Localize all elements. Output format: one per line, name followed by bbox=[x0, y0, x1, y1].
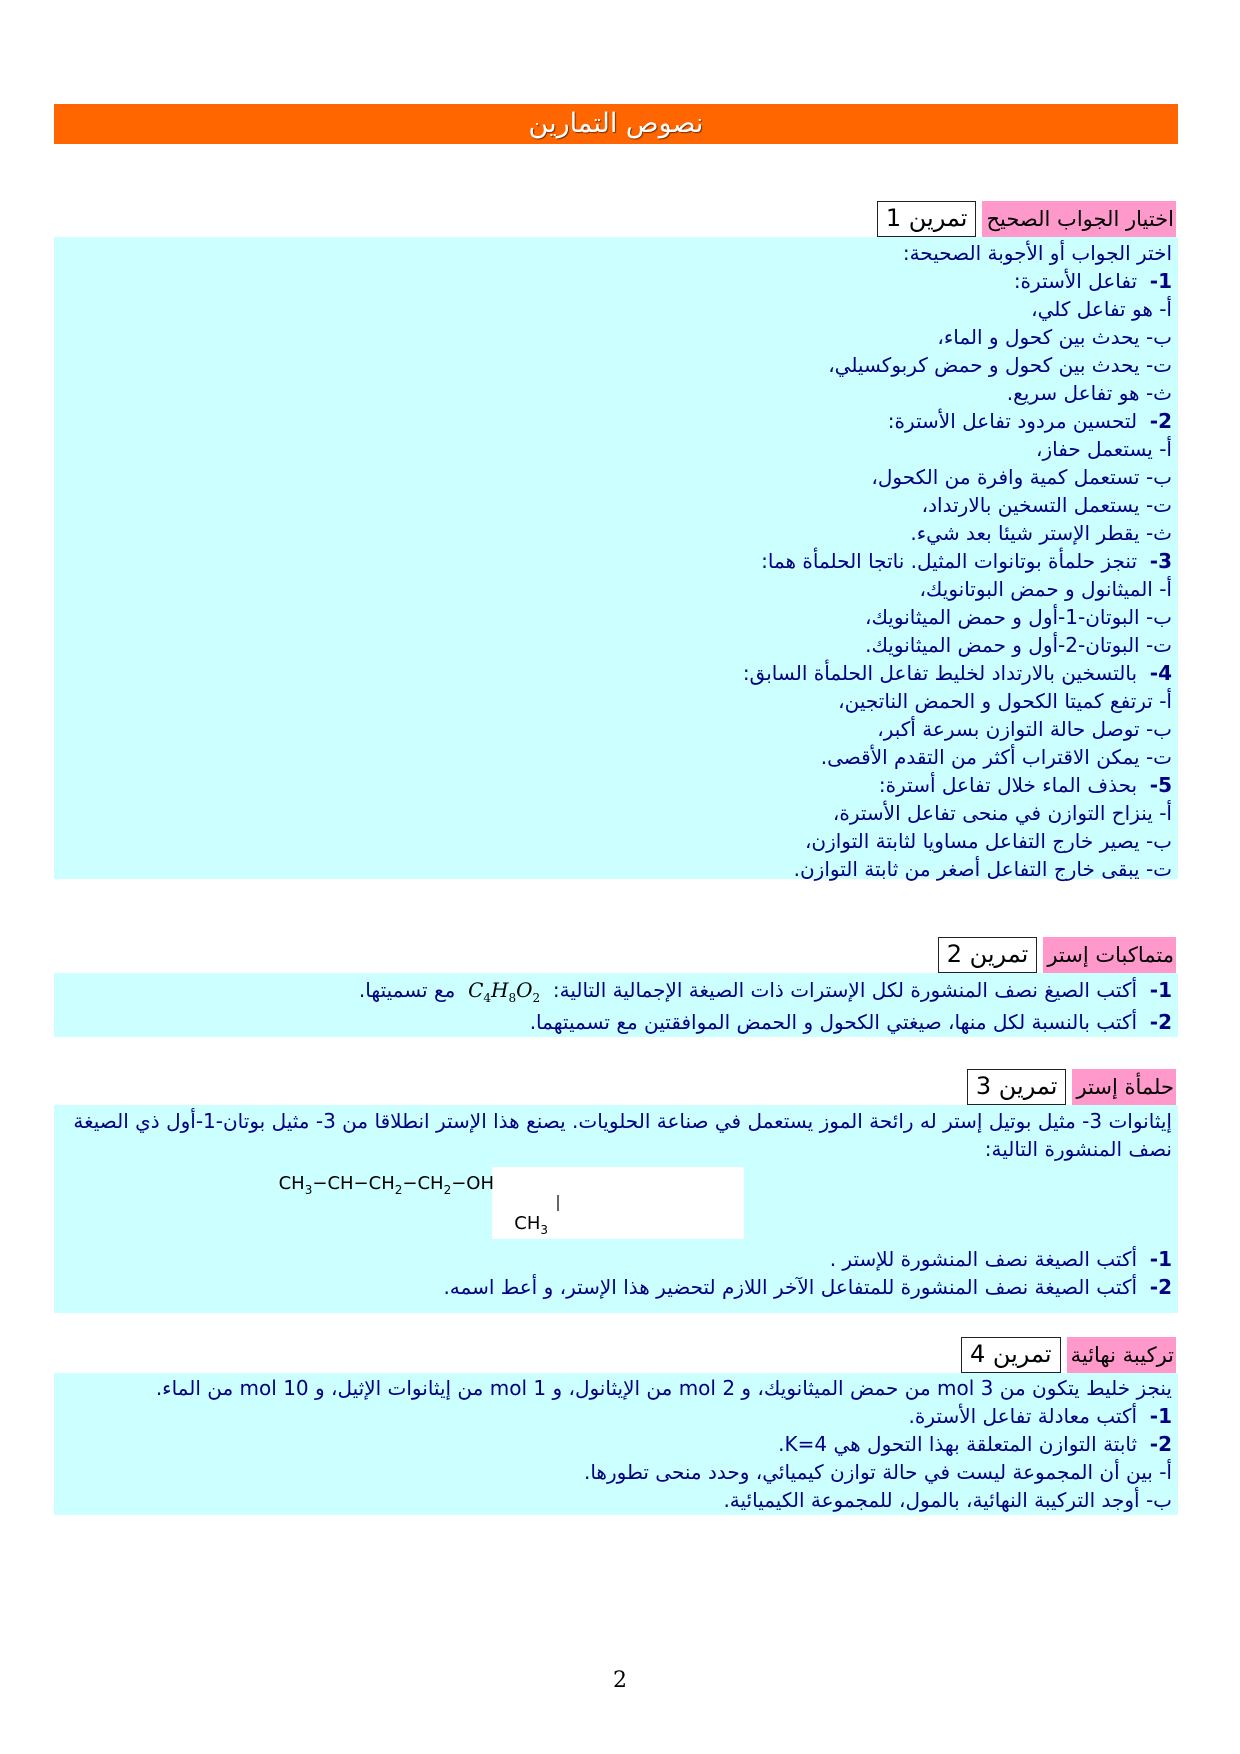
exercise-4-topic: تركيبة نهائية bbox=[1067, 1337, 1176, 1373]
exercise-2-question-2 bbox=[60, 1008, 1172, 1036]
question-text: أكتب الصيغة نصف المنشورة للمتفاعل الآخر اللازم لتحضير هذا الإستر، و أعط اسمه. bbox=[443, 1275, 1138, 1299]
question-heading bbox=[60, 267, 1172, 295]
question-text: أكتب معادلة تفاعل الأسترة. bbox=[908, 1404, 1138, 1428]
list-item bbox=[60, 379, 1172, 407]
line-text: ث- هو تفاعل سريع. bbox=[1006, 381, 1172, 405]
list-item bbox=[60, 715, 1172, 743]
exercise-3-topic: حلمأة إستر bbox=[1072, 1069, 1176, 1105]
question-heading bbox=[60, 407, 1172, 435]
question-number: 4- bbox=[1149, 661, 1172, 685]
line-text: ت- يستعمل التسخين بالارتداد، bbox=[921, 493, 1172, 517]
line-text: ب- يحدث بين كحول و الماء، bbox=[937, 325, 1172, 349]
question-text: أكتب الصيغة نصف المنشورة للإستر . bbox=[829, 1247, 1138, 1271]
line-text: أ- هو تفاعل كلي، bbox=[1031, 297, 1172, 321]
question-number: 5- bbox=[1149, 773, 1172, 797]
exercise-3-number: تمرين 3 bbox=[967, 1069, 1067, 1105]
question-text: ثابتة التوازن المتعلقة بهذا التحول هي K=4. bbox=[778, 1432, 1138, 1456]
list-item bbox=[60, 687, 1172, 715]
question-number: 2- bbox=[1149, 1275, 1172, 1299]
line-text: أ- ينزاح التوازن في منحى تفاعل الأسترة، bbox=[832, 801, 1172, 825]
question-text: أكتب الصيغ نصف المنشورة لكل الإسترات ذات الصيغة الإجمالية التالية: bbox=[552, 978, 1138, 1002]
structural-formula-area bbox=[60, 1163, 1172, 1245]
line-text: تفاعل الأسترة: bbox=[1013, 269, 1138, 293]
formula-main-chain: $CH_3-CH-CH_2-CH_2-OH$ bbox=[278, 1173, 494, 1197]
question-heading bbox=[60, 547, 1172, 575]
line-text: ت- يحدث بين كحول و حمض كربوكسيلي، bbox=[828, 353, 1172, 377]
line-text: بحذف الماء خلال تفاعل أسترة: bbox=[878, 773, 1138, 797]
question-text-end: مع تسميتها. bbox=[358, 978, 456, 1002]
question-number: 1- bbox=[1149, 1247, 1172, 1271]
list-item bbox=[60, 743, 1172, 771]
exercise-1-body bbox=[54, 237, 1178, 879]
list-item bbox=[60, 631, 1172, 659]
line-text: ت- البوتان-2-أول و حمض الميثانويك. bbox=[865, 633, 1172, 657]
structural-formula bbox=[278, 1167, 744, 1239]
line-text: ت- يمكن الاقتراب أكثر من التقدم الأقصى. bbox=[820, 745, 1172, 769]
question-text: أكتب بالنسبة لكل منها، صيغتي الكحول و الحمض الموافقتين مع تسميتهما. bbox=[529, 1010, 1138, 1034]
exercise-2-topic: متماكبات إستر bbox=[1043, 937, 1176, 973]
line-text: اختر الجواب أو الأجوبة الصحيحة: bbox=[902, 241, 1172, 265]
exercise-4-intro: ينجز خليط يتكون من 3 mol من حمض الميثانويك، و 2 mol من الإيثانول، و 1 mol من إيثانوات الإثيل، و 10 mol من الماء. bbox=[155, 1376, 1172, 1400]
question-number: 3- bbox=[1149, 549, 1172, 573]
line-text: بالتسخين بالارتداد لخليط تفاعل الحلمأة السابق: bbox=[742, 661, 1138, 685]
line-text: ب- تستعمل كمية وافرة من الكحول، bbox=[871, 465, 1172, 489]
exercise-2-header bbox=[938, 937, 1176, 973]
exercise-1-number: تمرين 1 bbox=[877, 201, 977, 237]
list-item bbox=[60, 603, 1172, 631]
question-number: 1- bbox=[1149, 269, 1172, 293]
exercise-4-part-a: أ- بين أن المجموعة ليست في حالة توازن كيميائي، وحدد منحى تطورها. bbox=[583, 1460, 1172, 1484]
exercise-3-header bbox=[967, 1069, 1176, 1105]
list-item bbox=[60, 351, 1172, 379]
exercise-3-body bbox=[54, 1105, 1178, 1313]
line-text: ب- توصل حالة التوازن بسرعة أكبر، bbox=[877, 717, 1172, 741]
question-heading bbox=[60, 771, 1172, 799]
exercise-3-question-2 bbox=[60, 1273, 1172, 1301]
exercise-2-question-1 bbox=[60, 976, 1172, 1004]
question-number: 2- bbox=[1149, 409, 1172, 433]
exercise-4-body bbox=[54, 1373, 1178, 1515]
question-number: 2- bbox=[1149, 1432, 1172, 1456]
question-number: 1- bbox=[1149, 978, 1172, 1002]
list-item bbox=[60, 855, 1172, 883]
question-number: 1- bbox=[1149, 1404, 1172, 1428]
list-item bbox=[60, 435, 1172, 463]
list-item bbox=[60, 799, 1172, 827]
list-item bbox=[60, 519, 1172, 547]
list-item bbox=[60, 827, 1172, 855]
line-text: ب- يصير خارج التفاعل مساويا لثابتة التوازن، bbox=[804, 829, 1172, 853]
line-text: ت- يبقى خارج التفاعل أصغر من ثابتة التوازن. bbox=[793, 857, 1172, 881]
exercise-4-header bbox=[961, 1337, 1176, 1373]
exercise-3-question-1 bbox=[60, 1245, 1172, 1273]
line-text: أ- ترتفع كميتا الكحول و الحمض الناتجين، bbox=[838, 689, 1172, 713]
list-item bbox=[60, 491, 1172, 519]
exercise-2-body bbox=[54, 973, 1178, 1037]
list-item bbox=[60, 463, 1172, 491]
page-title: نصوص التمارين bbox=[54, 104, 1178, 144]
line-text: أ- الميثانول و حمض البوتانويك، bbox=[919, 577, 1172, 601]
exercise-4-question-2 bbox=[60, 1430, 1172, 1458]
question-number: 2- bbox=[1149, 1010, 1172, 1034]
molecular-formula: $C_4H_8O_2$ bbox=[468, 978, 541, 1005]
exercise-1-header bbox=[877, 201, 1176, 237]
line-text: ب- البوتان-1-أول و حمض الميثانويك، bbox=[865, 605, 1172, 629]
exercise-1-topic: اختيار الجواب الصحيح bbox=[982, 201, 1176, 237]
exercise-3-intro: إيثانوات 3- مثيل بوتيل إستر له رائحة الموز يستعمل في صناعة الحلويات. يصنع هذا الإستر انطلاقا من 3- مثيل بوتان-1-أول ذي الصيغة نصف المنشورة التالية: bbox=[73, 1109, 1172, 1161]
formula-branch: $CH_3$ bbox=[514, 1213, 548, 1237]
list-item bbox=[60, 295, 1172, 323]
question-heading bbox=[60, 659, 1172, 687]
exercise-4-part-b: ب- أوجد التركيبة النهائية، بالمول، للمجموعة الكيميائية. bbox=[723, 1488, 1172, 1512]
list-item bbox=[60, 239, 1172, 267]
line-text: تنجز حلمأة بوتانوات المثيل. ناتجا الحلمأة هما: bbox=[761, 549, 1138, 573]
list-item bbox=[60, 323, 1172, 351]
list-item bbox=[60, 575, 1172, 603]
line-text: ث- يقطر الإستر شيئا بعد شيء. bbox=[910, 521, 1172, 545]
exercise-4-number: تمرين 4 bbox=[961, 1337, 1061, 1373]
line-text: لتحسين مردود تفاعل الأسترة: bbox=[887, 409, 1138, 433]
page-number: 2 bbox=[613, 1668, 627, 1693]
exercise-4-question-1 bbox=[60, 1402, 1172, 1430]
line-text: أ- يستعمل حفاز، bbox=[1036, 437, 1172, 461]
exercise-2-number: تمرين 2 bbox=[938, 937, 1038, 973]
